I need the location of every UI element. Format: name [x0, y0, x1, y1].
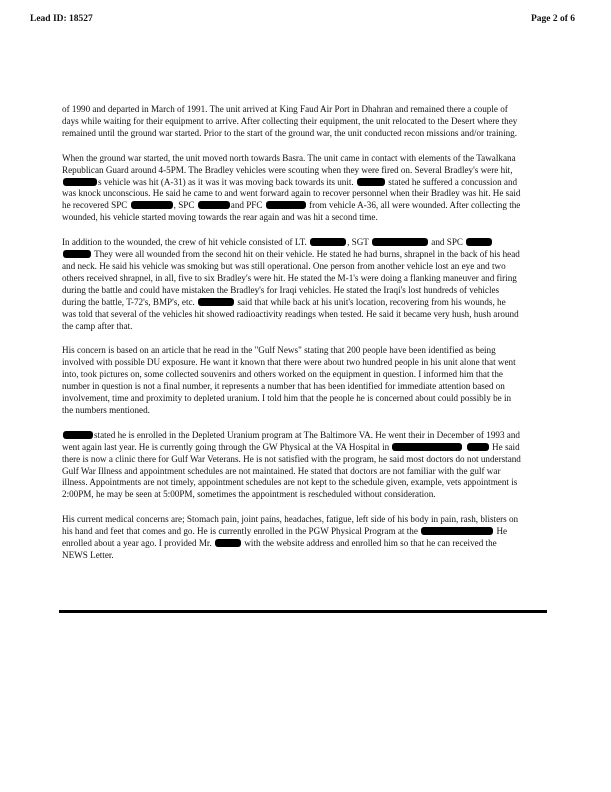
redaction-mark	[266, 201, 306, 209]
paragraph-text	[463, 442, 465, 452]
paragraph-text: He enrolled about a year ago. I provided Mr.	[62, 526, 508, 549]
redaction-mark	[131, 201, 173, 209]
paragraph	[62, 345, 522, 416]
paragraph-text: of 1990 and departed in March of 1991. The unit arrived at King Faud Air Port in Dhahran and remained there a couple of days while waiting for their equipment to arrive. After collecting their equipment, the unit relocated to the Desert where they remained until the ground war started. Prior to the start of the ground war, the unit conducted recon missions and/or training.	[62, 104, 518, 138]
paragraph-text: He said there is now a clinic there for Gulf War Veterans. He is not satisfied with the program, he said most doctors do not understand Gulf War Illness and appointment schedules are not maintained. He stated that doctors are not familiar with the gulf war illness. Appointments are not timely, appointment schedules are not kept to the schedule given, example, vets appointment is 2:00PM, he may be seen at 5:00PM, sometimes the appointment is rescheduled without consideration.	[62, 441, 521, 500]
redaction-mark	[215, 539, 241, 547]
redaction-mark	[421, 527, 493, 535]
paragraph-text: stated he suffered a concussion and was knock unconscious. He said he came to and went forward again to recover personnel when their Bradley was hit. He said he recovered SPC	[62, 176, 521, 211]
paragraph-text: from vehicle A-36, all were wounded. After collecting the wounded, his vehicle started moving towards the rear again and was hit a second time.	[62, 200, 521, 223]
redaction-mark	[198, 298, 234, 306]
horizontal-rule	[59, 610, 547, 613]
paragraph-text: stated he is enrolled in the Depleted Uranium program at The Baltimore VA. He went their in December of 1993 and went again last year. He is currently going through the GW Physical at the VA Hospital in	[62, 429, 520, 452]
redaction-mark	[63, 178, 97, 186]
paragraph	[62, 104, 522, 140]
paragraph-text: and PFC	[230, 200, 265, 211]
page-number: Page 2 of 6	[530, 14, 575, 24]
redaction-mark	[198, 201, 230, 209]
paragraph	[62, 237, 522, 332]
paragraph-text: His concern is based on an article that he read in the "Gulf News" stating that 200 people have been identified as being involved with possible DU exposure. He want it known that there were about two hundred people in his unit alone that went into, took pictures on, some collected souvenirs and others worked on the equipment in question. I informed him that the number in question is not a final number, it represents a number that has been identified for immediate attention based on involvement, time and proximity to depleted uranium. I told him that the people he is concerned about could possibly be in the numbers mentioned.	[62, 345, 516, 415]
paragraph-text: When the ground war started, the unit moved north towards Basra. The unit came in contact with elements of the Tawalkana Republican Guard around 4-5PM. The Bradley vehicles were scouting when they were fired on. Several Bradley's were hit,	[62, 152, 516, 175]
paragraph-text: His current medical concerns are; Stomach pain, joint pains, headaches, fatigue, left side of his body in pain, rash, blisters on his hand and feet that comes and go. He is currently enrolled in the PGW Physical Program at the	[62, 514, 519, 537]
redaction-mark	[63, 431, 93, 439]
paragraph-text: and SPC	[429, 237, 466, 248]
lead-id: Lead ID: 18527	[30, 14, 93, 24]
paragraph-text: s vehicle was hit (A-31) as it was it was moving back towards its unit.	[98, 176, 356, 187]
paragraph-text: They were all wounded from the second hit on their vehicle. He stated he had burns, shrapnel in the back of his head and neck. He said his vehicle was smoking but was still operational. One person from another vehicle lost an eye and two others received shrapnel, in all, five to six Bradley's were hit. He stated the M-1's were doing a flanking maneuver and firing during the battle and could have mistaken the Bradley's for Iraqi vehicles. He stated the Iraqi's lost hundreds of vehicles during the battle, T-72's, BMP's, etc.	[62, 249, 520, 307]
redaction-mark	[310, 238, 346, 246]
document-body	[62, 104, 522, 575]
redaction-mark	[357, 178, 385, 186]
redaction-mark	[392, 443, 462, 451]
paragraph	[62, 153, 522, 224]
paragraph-text: In addition to the wounded, the crew of hit vehicle consisted of LT.	[62, 237, 310, 248]
paragraph-text: , SGT	[347, 237, 371, 248]
redaction-mark	[63, 250, 91, 258]
paragraph	[62, 514, 522, 562]
redaction-mark	[467, 443, 489, 451]
redaction-mark	[466, 238, 492, 246]
paragraph	[62, 430, 522, 501]
redaction-mark	[372, 238, 428, 246]
paragraph-text: said that while back at his unit's location, recovering from his wounds, he was told that several of the vehicles hit showed radioactivity readings when tested. He said it became very hush, hush around the camp after that.	[62, 296, 519, 331]
paragraph-text: , SPC	[173, 200, 197, 211]
paragraph-text: with the website address and enrolled him so that he can received the NEWS Letter.	[62, 538, 497, 560]
